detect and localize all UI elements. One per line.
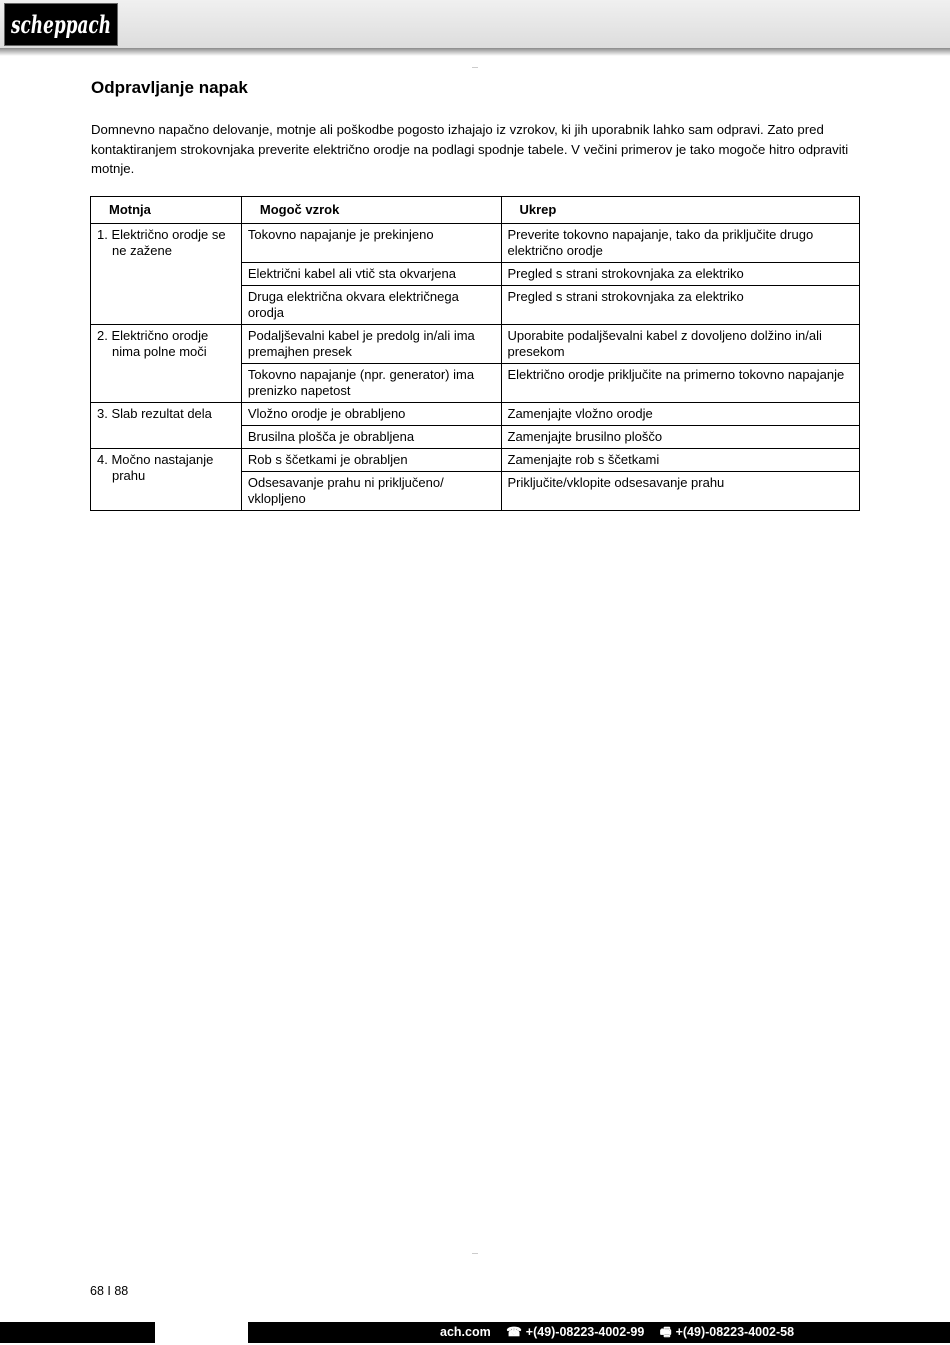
table-header-row xyxy=(91,197,860,224)
action-cell: Električno orodje priključite na primerno tokovno napajanje xyxy=(501,364,860,403)
action-cell: Pregled s strani strokovnjaka za elektriko xyxy=(501,286,860,325)
action-cell: Uporabite podaljševalni kabel z dovoljeno dolžino in/ali presekom xyxy=(501,325,860,364)
symptom-cell xyxy=(91,449,242,511)
action-cell: Zamenjajte vložno orodje xyxy=(501,403,860,426)
footer-contact xyxy=(440,1323,798,1342)
symptom-text: 1. Električno orodje se ne zažene xyxy=(97,227,226,258)
cause-cell: Tokovno napajanje je prekinjeno xyxy=(241,224,501,263)
table-row xyxy=(91,403,860,426)
action-cell: Zamenjajte rob s ščetkami xyxy=(501,449,860,472)
cause-cell: Rob s ščetkami je obrabljen xyxy=(241,449,501,472)
page-number: 68 I 88 xyxy=(90,1284,129,1298)
logo xyxy=(4,3,118,46)
logo-image xyxy=(8,6,114,43)
action-cell: Priključite/vklopite odsesavanje prahu xyxy=(501,472,860,511)
crop-mark xyxy=(472,67,478,68)
website-link[interactable]: ach.com xyxy=(440,1325,491,1339)
phone-icon: ☎ xyxy=(506,1325,522,1339)
symptom-text: 4. Močno nastajanje prahu xyxy=(97,452,214,483)
cause-cell: Vložno orodje je obrabljeno xyxy=(241,403,501,426)
cause-cell: Druga električna okvara električnega orodja xyxy=(241,286,501,325)
table-row xyxy=(91,449,860,472)
header-bar xyxy=(0,0,950,50)
symptom-text: 2. Električno orodje nima polne moči xyxy=(97,328,209,359)
header-symptom: Motnja xyxy=(91,197,242,224)
cause-cell: Odsesavanje prahu ni priključeno/ vklopljeno xyxy=(241,472,501,511)
phone-number: +(49)-08223-4002-99 xyxy=(525,1325,645,1339)
cause-cell: Podaljševalni kabel je predolg in/ali ima premajhen presek xyxy=(241,325,501,364)
action-cell: Preverite tokovno napajanje, tako da priključite drugo električno orodje xyxy=(501,224,860,263)
header-action: Ukrep xyxy=(501,197,860,224)
symptom-cell xyxy=(91,224,242,325)
action-cell: Pregled s strani strokovnjaka za elektriko xyxy=(501,263,860,286)
table-row xyxy=(91,325,860,364)
table-row xyxy=(91,224,860,263)
symptom-text: 3. Slab rezultat dela xyxy=(97,406,212,421)
logo-text: scheppach xyxy=(10,10,112,39)
cause-cell: Električni kabel ali vtič sta okvarjena xyxy=(241,263,501,286)
header-cause: Mogoč vzrok xyxy=(241,197,501,224)
symptom-cell xyxy=(91,403,242,449)
symptom-cell xyxy=(91,325,242,403)
footer-gap xyxy=(155,1322,248,1343)
intro-paragraph: Domnevno napačno delovanje, motnje ali poškodbe pogosto izhajajo iz vzrokov, ki jih uporabnik lahko sam odpravi. Zato pred kontaktiranjem strokovnjaka preverite električno orodje na podlagi spodnje tabele. V večini primerov je tako mogoče hitro odpraviti motnje. xyxy=(91,122,849,176)
action-cell: Zamenjajte brusilno ploščo xyxy=(501,426,860,449)
troubleshooting-table xyxy=(90,196,860,511)
crop-mark xyxy=(472,1253,478,1254)
cause-cell: Brusilna plošča je obrabljena xyxy=(241,426,501,449)
cause-cell: Tokovno napajanje (npr. generator) ima prenizko napetost xyxy=(241,364,501,403)
fax-icon: 🖷 xyxy=(659,1325,672,1339)
fax-number: +(49)-08223-4002-58 xyxy=(675,1325,795,1339)
page-title: Odpravljanje napak xyxy=(91,78,248,97)
header-shadow xyxy=(0,48,950,56)
